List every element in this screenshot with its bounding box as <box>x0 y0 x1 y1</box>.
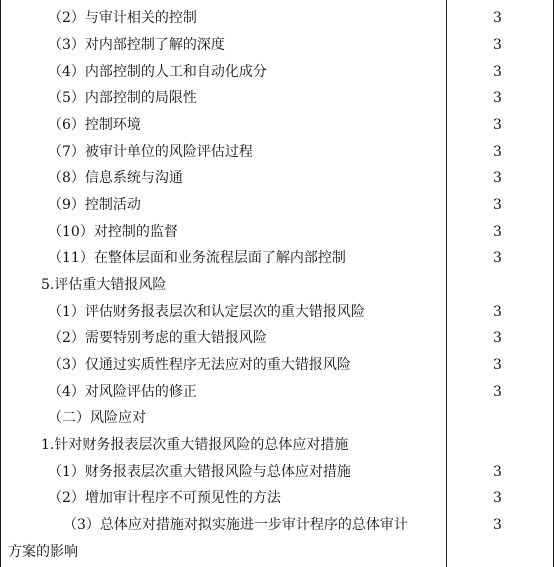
table-row <box>1 432 554 459</box>
row-label: （2）增加审计程序不可预见性的方法 <box>48 490 281 506</box>
row-label: （10）对控制的监督 <box>48 224 178 240</box>
table-row <box>1 192 554 219</box>
row-label: （1）评估财务报表层次和认定层次的重大错报风险 <box>48 304 365 320</box>
row-value: 3 <box>493 90 502 106</box>
row-label: （4）内部控制的人工和自动化成分 <box>48 64 267 80</box>
table-row <box>1 379 554 406</box>
table-row <box>1 112 554 139</box>
row-label: （2）与审计相关的控制 <box>48 10 197 26</box>
section-heading: （二）风险应对 <box>48 410 146 426</box>
row-label: （2）需要特别考虑的重大错报风险 <box>48 330 267 346</box>
table-row <box>1 139 554 166</box>
table-row <box>1 539 554 566</box>
table-row <box>1 272 554 299</box>
table-row <box>1 352 554 379</box>
table-row <box>1 459 554 486</box>
table-row <box>1 5 554 32</box>
row-label: （3）对内部控制了解的深度 <box>48 37 225 53</box>
table-row <box>1 405 554 432</box>
row-value: 3 <box>493 330 502 346</box>
row-label: （1）财务报表层次重大错报风险与总体应对措施 <box>48 464 351 480</box>
row-label: （4）对风险评估的修正 <box>48 384 197 400</box>
row-label: （3）总体应对措施对拟实施进一步审计程序的总体审计 <box>63 517 408 533</box>
row-value: 3 <box>493 490 502 506</box>
row-value: 3 <box>493 197 502 213</box>
section-heading: 5.评估重大错报风险 <box>41 277 167 293</box>
row-value: 3 <box>493 10 502 26</box>
table-row <box>1 325 554 352</box>
row-label: （7）被审计单位的风险评估过程 <box>48 144 253 160</box>
row-value: 3 <box>493 37 502 53</box>
table-row <box>1 485 554 512</box>
section-heading: 1.针对财务报表层次重大错报风险的总体应对措施 <box>41 437 349 453</box>
row-value: 3 <box>493 464 502 480</box>
row-value: 3 <box>493 144 502 160</box>
table-row <box>1 245 554 272</box>
table-row <box>1 59 554 86</box>
row-label: （11）在整体层面和业务流程层面了解内部控制 <box>48 250 346 266</box>
row-value: 3 <box>493 117 502 133</box>
row-value: 3 <box>493 170 502 186</box>
row-label-continuation: 方案的影响 <box>8 544 78 560</box>
row-label: （6）控制环境 <box>48 117 141 133</box>
row-value: 3 <box>493 224 502 240</box>
row-value: 3 <box>493 64 502 80</box>
table-row <box>1 85 554 112</box>
row-value: 3 <box>493 304 502 320</box>
row-label: （3）仅通过实质性程序无法应对的重大错报风险 <box>48 357 351 373</box>
table-row <box>1 165 554 192</box>
row-label: （8）信息系统与沟通 <box>48 170 183 186</box>
table-row <box>1 299 554 326</box>
row-label: （9）控制活动 <box>48 197 141 213</box>
row-value: 3 <box>493 384 502 400</box>
table-row <box>1 512 554 539</box>
table-row <box>1 219 554 246</box>
table-row <box>1 32 554 59</box>
row-value: 3 <box>493 517 502 533</box>
row-value: 3 <box>493 250 502 266</box>
row-value: 3 <box>493 357 502 373</box>
row-label: （5）内部控制的局限性 <box>48 90 197 106</box>
